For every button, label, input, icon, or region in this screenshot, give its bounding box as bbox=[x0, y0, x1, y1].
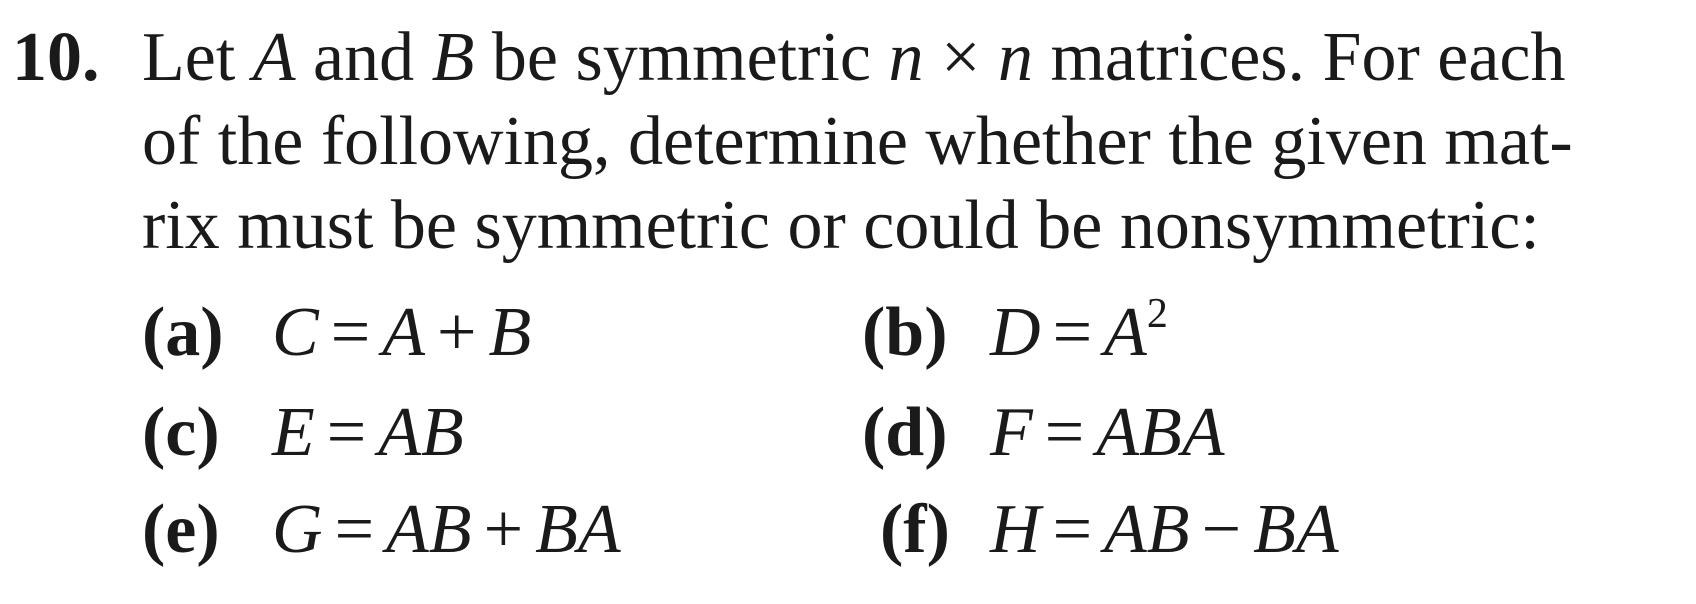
expr-term: AB bbox=[1104, 491, 1190, 568]
problem-number: 10. bbox=[12, 19, 100, 96]
times-symbol: × bbox=[940, 19, 981, 96]
part-expression bbox=[990, 293, 1168, 373]
statement-line-2: of the following, determine whether the given mat- bbox=[142, 103, 1573, 180]
expr-term: A bbox=[382, 294, 425, 371]
part-c bbox=[142, 393, 464, 473]
part-expression bbox=[272, 490, 621, 570]
expr-lhs: G bbox=[272, 491, 323, 568]
part-expression bbox=[272, 393, 464, 473]
dimension-variable: n bbox=[888, 19, 924, 96]
statement-word: matrices. For each bbox=[1050, 19, 1566, 96]
expr-term: BA bbox=[1253, 491, 1339, 568]
plus-sign: + bbox=[483, 491, 524, 568]
equals-sign: = bbox=[330, 294, 371, 371]
part-label: (a) bbox=[142, 294, 224, 371]
part-e bbox=[142, 490, 621, 570]
part-d bbox=[862, 393, 1225, 473]
exponent: 2 bbox=[1146, 291, 1168, 337]
equals-sign: = bbox=[334, 491, 375, 568]
part-b bbox=[862, 291, 1168, 373]
part-label: (e) bbox=[142, 491, 220, 568]
statement-word: Let bbox=[142, 19, 236, 96]
statement-word: and bbox=[313, 19, 415, 96]
expr-term: B bbox=[488, 294, 532, 371]
expr-term: AB bbox=[386, 491, 472, 568]
statement-word: be symmetric bbox=[491, 19, 871, 96]
statement-line-1 bbox=[142, 18, 1566, 98]
equals-sign: = bbox=[1044, 394, 1085, 471]
part-expression bbox=[990, 490, 1339, 570]
matrix-variable-a: A bbox=[252, 19, 296, 96]
part-label: (d) bbox=[862, 394, 948, 471]
expr-lhs: C bbox=[272, 294, 319, 371]
part-label: (f) bbox=[880, 491, 950, 568]
plus-sign: + bbox=[436, 294, 477, 371]
expr-lhs: F bbox=[990, 394, 1033, 471]
expr-lhs: E bbox=[272, 394, 315, 471]
expr-lhs: H bbox=[990, 491, 1041, 568]
part-expression bbox=[272, 293, 531, 373]
expr-lhs: D bbox=[990, 294, 1041, 371]
equals-sign: = bbox=[1052, 491, 1093, 568]
part-expression bbox=[990, 393, 1225, 473]
expr-term: A bbox=[1104, 294, 1147, 371]
expr-term: AB bbox=[378, 394, 464, 471]
matrix-variable-b: B bbox=[431, 19, 475, 96]
part-a bbox=[142, 293, 532, 373]
part-label: (b) bbox=[862, 294, 948, 371]
equals-sign: = bbox=[1052, 294, 1093, 371]
equals-sign: = bbox=[326, 394, 367, 471]
statement-line-3: rix must be symmetric or could be nonsymmetric: bbox=[142, 187, 1540, 264]
expr-term: ABA bbox=[1096, 394, 1225, 471]
dimension-variable: n bbox=[997, 19, 1033, 96]
part-label: (c) bbox=[142, 394, 220, 471]
expr-term: BA bbox=[535, 491, 621, 568]
minus-sign: − bbox=[1201, 491, 1242, 568]
part-f bbox=[880, 490, 1339, 570]
